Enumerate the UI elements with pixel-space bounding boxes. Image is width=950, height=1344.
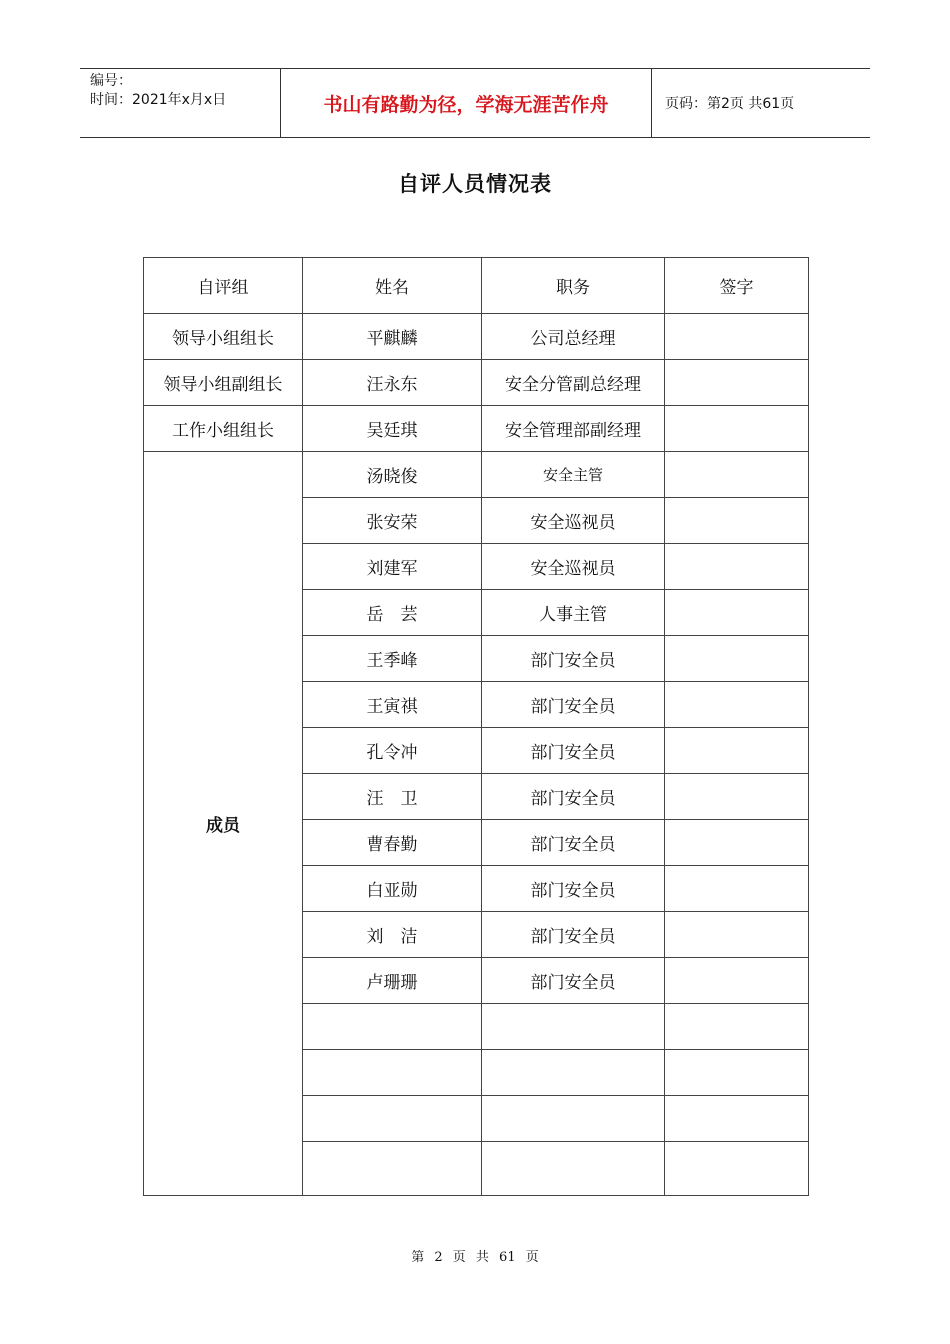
column-header-position: 职务 [482,258,665,314]
group-cell: 工作小组组长 [144,406,303,452]
name-cell: 刘 洁 [303,912,482,958]
position-cell [482,1050,665,1096]
header-page-info: 页码：第2页 共61页 [665,96,795,112]
members-group-cell: 成员 [144,452,303,1196]
name-cell: 卢珊珊 [303,958,482,1004]
name-cell: 白亚勋 [303,866,482,912]
table-row [144,406,809,452]
position-cell: 部门安全员 [482,958,665,1004]
signature-cell [665,636,809,682]
position-cell: 安全主管 [482,452,665,498]
name-cell [303,1050,482,1096]
position-cell: 部门安全员 [482,636,665,682]
name-cell: 吴廷琪 [303,406,482,452]
header-meta [80,69,281,137]
position-cell: 人事主管 [482,590,665,636]
position-cell [482,1096,665,1142]
position-cell [482,1142,665,1196]
personnel-table [143,257,809,1196]
signature-cell [665,452,809,498]
document-title: 自评人员情况表 [398,171,552,196]
signature-cell [665,498,809,544]
page-footer: 第 2 页 共 61 页 [411,1250,539,1265]
signature-cell [665,360,809,406]
signature-cell [665,1050,809,1096]
name-cell: 平麒麟 [303,314,482,360]
name-cell: 曹春勤 [303,820,482,866]
position-cell: 部门安全员 [482,682,665,728]
name-cell: 刘建军 [303,544,482,590]
signature-cell [665,820,809,866]
signature-cell [665,1004,809,1050]
table-header-row [144,258,809,314]
signature-cell [665,912,809,958]
position-cell: 部门安全员 [482,728,665,774]
name-cell: 王季峰 [303,636,482,682]
name-cell [303,1096,482,1142]
signature-cell [665,544,809,590]
position-cell [482,1004,665,1050]
name-cell: 汪永东 [303,360,482,406]
name-cell [303,1004,482,1050]
table-row [144,452,809,498]
column-header-signature: 签字 [665,258,809,314]
column-header-name: 姓名 [303,258,482,314]
signature-cell [665,1142,809,1196]
name-cell [303,1142,482,1196]
position-cell: 部门安全员 [482,866,665,912]
table-row [144,360,809,406]
signature-cell [665,1096,809,1142]
column-header-group: 自评组 [144,258,303,314]
position-cell: 部门安全员 [482,820,665,866]
signature-cell [665,590,809,636]
name-cell: 汪 卫 [303,774,482,820]
group-cell: 领导小组副组长 [144,360,303,406]
table-row [144,314,809,360]
name-cell: 孔令冲 [303,728,482,774]
name-cell: 张安荣 [303,498,482,544]
position-cell: 安全分管副总经理 [482,360,665,406]
signature-cell [665,774,809,820]
header-motto: 书山有路勤为径，学海无涯苦作舟 [281,69,652,137]
position-cell: 公司总经理 [482,314,665,360]
position-cell: 部门安全员 [482,774,665,820]
name-cell: 王寅祺 [303,682,482,728]
group-cell: 领导小组组长 [144,314,303,360]
signature-cell [665,958,809,1004]
signature-cell [665,728,809,774]
signature-cell [665,314,809,360]
position-cell: 安全巡视员 [482,544,665,590]
position-cell: 安全管理部副经理 [482,406,665,452]
signature-cell [665,406,809,452]
page-header [80,68,870,138]
name-cell: 岳 芸 [303,590,482,636]
signature-cell [665,866,809,912]
position-cell: 部门安全员 [482,912,665,958]
position-cell: 安全巡视员 [482,498,665,544]
name-cell: 汤晓俊 [303,452,482,498]
header-number: 编号： [90,73,132,89]
header-time: 时间：2021年x月x日 [90,92,227,108]
signature-cell [665,682,809,728]
